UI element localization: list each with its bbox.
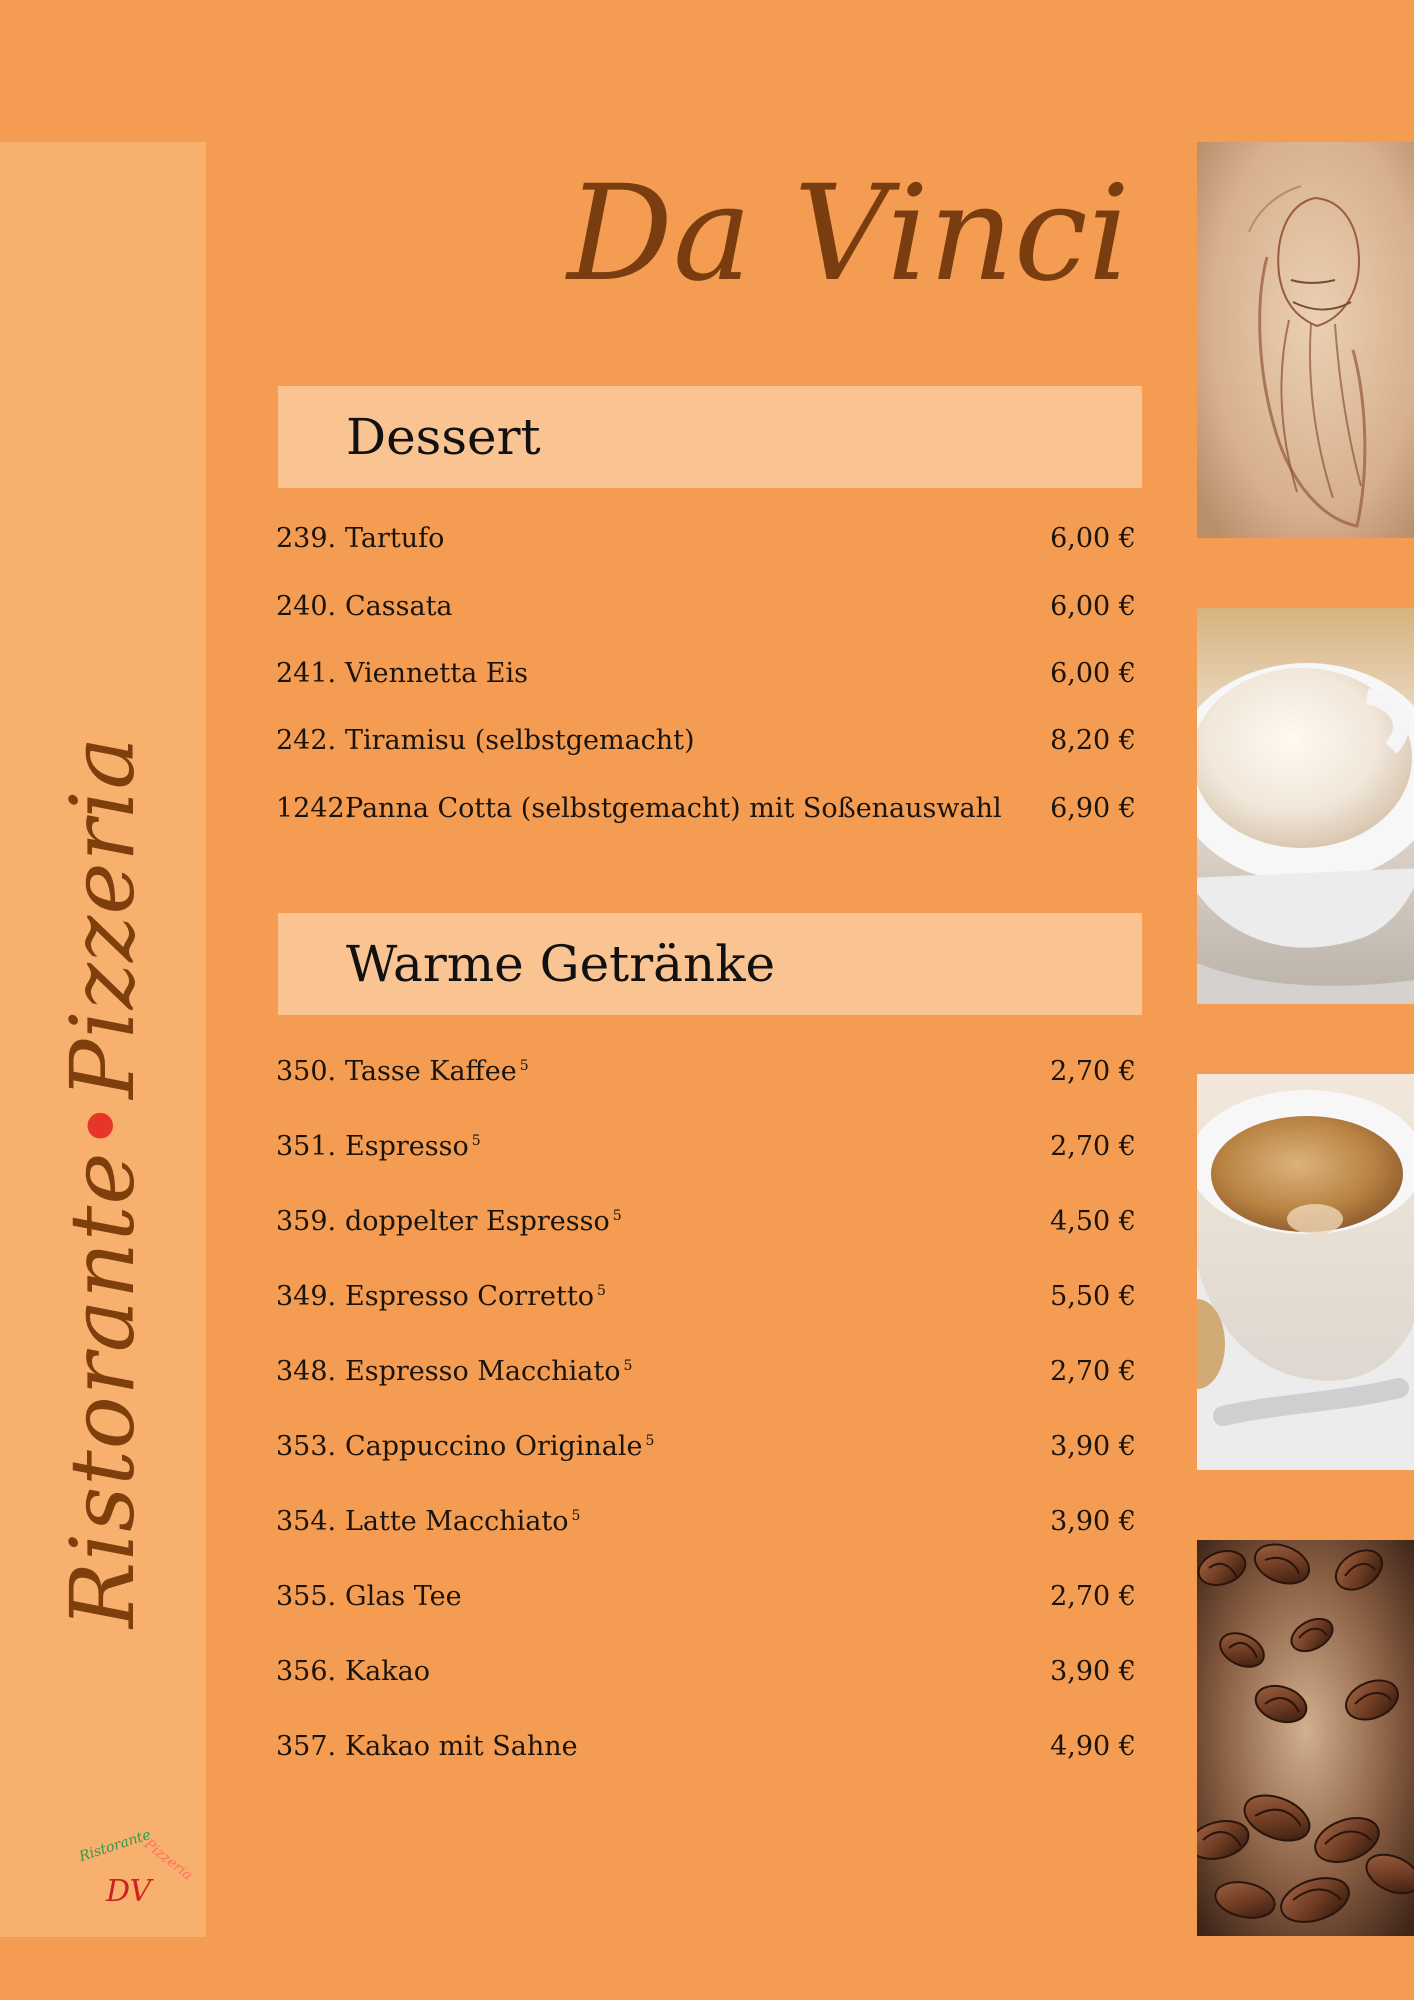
footnote-marker: 5 xyxy=(612,1208,622,1224)
menu-item-name xyxy=(345,1577,465,1617)
menu-item xyxy=(276,519,1136,559)
menu-item-name-text: Espresso Macchiato xyxy=(345,1356,621,1387)
menu-item-name xyxy=(345,1652,433,1692)
menu-item-number: 348. xyxy=(276,1356,337,1387)
menu-item xyxy=(276,1577,1136,1617)
cappuccino-cup-icon xyxy=(1197,608,1414,1004)
vertical-brand-title xyxy=(51,735,154,1629)
menu-item xyxy=(276,1052,1136,1092)
menu-item xyxy=(276,654,1136,694)
coffee-beans-image xyxy=(1197,1540,1414,1936)
footnote-marker: 5 xyxy=(645,1433,655,1449)
menu-item-price: 3,90 € xyxy=(1050,1431,1136,1462)
footnote-marker: 5 xyxy=(623,1358,633,1374)
menu-item-number: 350. xyxy=(276,1056,337,1087)
menu-item-name xyxy=(345,1352,632,1392)
menu-item xyxy=(276,1127,1136,1167)
menu-item-price: 6,00 € xyxy=(1050,591,1136,622)
menu-item xyxy=(276,587,1136,627)
espresso-image xyxy=(1197,1074,1414,1470)
section-title-dessert: Dessert xyxy=(346,408,541,466)
menu-item-name xyxy=(345,1727,581,1767)
menu-item-number: 239. xyxy=(276,523,337,554)
menu-item-price: 6,00 € xyxy=(1050,523,1136,554)
brand-sidebar xyxy=(0,142,206,1937)
menu-item-price: 2,70 € xyxy=(1050,1131,1136,1162)
footnote-marker: 5 xyxy=(471,1133,481,1149)
menu-item-name: Tiramisu (selbstgemacht) xyxy=(345,725,695,756)
brand-logo xyxy=(77,1826,198,1918)
menu-item-number: 240. xyxy=(276,591,337,622)
menu-item-name-text: Espresso Corretto xyxy=(345,1281,594,1312)
menu-item-number: 353. xyxy=(276,1431,337,1462)
cappuccino-image xyxy=(1197,608,1414,1004)
vertical-title-dot: • xyxy=(51,1098,154,1152)
menu-item-name xyxy=(345,1202,622,1242)
menu-item-name: Panna Cotta (selbstgemacht) mit Soßenauswahl xyxy=(345,793,1002,824)
menu-item-name xyxy=(345,1052,529,1092)
menu-item-name-text: Kakao xyxy=(345,1656,430,1687)
menu-item xyxy=(276,721,1136,761)
menu-item-name xyxy=(345,1127,481,1167)
menu-item-price: 4,90 € xyxy=(1050,1731,1136,1762)
menu-item xyxy=(276,1352,1136,1392)
menu-item-name-text: Espresso xyxy=(345,1131,469,1162)
logo-dv-mark: DV xyxy=(106,1874,152,1909)
menu-item-name xyxy=(345,1427,654,1467)
menu-item-name-text: Kakao mit Sahne xyxy=(345,1731,578,1762)
footnote-marker: 5 xyxy=(519,1058,529,1074)
section-header-dessert xyxy=(278,386,1142,488)
menu-item-name: Cassata xyxy=(345,591,453,622)
footnote-marker: 5 xyxy=(571,1508,581,1524)
footnote-marker: 5 xyxy=(596,1283,606,1299)
menu-item-number: 351. xyxy=(276,1131,337,1162)
menu-item-number: 354. xyxy=(276,1506,337,1537)
menu-item-name xyxy=(345,1502,580,1542)
section-header-warme-getraenke xyxy=(278,913,1142,1015)
menu-item-number: 241. xyxy=(276,658,337,689)
menu-item-number: 242. xyxy=(276,725,337,756)
menu-item xyxy=(276,1652,1136,1692)
leonardo-portrait-image xyxy=(1197,142,1414,538)
menu-item-name-text: doppelter Espresso xyxy=(345,1206,610,1237)
leonardo-portrait-icon xyxy=(1197,142,1414,538)
page-title: Da Vinci xyxy=(567,157,1130,311)
menu-item-name-text: Latte Macchiato xyxy=(345,1506,569,1537)
menu-item-name-text: Glas Tee xyxy=(345,1581,462,1612)
menu-item-price: 8,20 € xyxy=(1050,725,1136,756)
menu-item-name: Tartufo xyxy=(345,523,445,554)
menu-item-name: Viennetta Eis xyxy=(345,658,528,689)
menu-item-price: 4,50 € xyxy=(1050,1206,1136,1237)
menu-item-number: 355. xyxy=(276,1581,337,1612)
vertical-title-ristorante: Ristorante xyxy=(51,1151,154,1629)
menu-item-number: 349. xyxy=(276,1281,337,1312)
menu-item-number: 356. xyxy=(276,1656,337,1687)
menu-item-price: 2,70 € xyxy=(1050,1581,1136,1612)
menu-item-price: 5,50 € xyxy=(1050,1281,1136,1312)
vertical-title-pizzeria: Pizzeria xyxy=(51,735,154,1099)
espresso-cup-icon xyxy=(1197,1074,1414,1470)
menu-item-price: 2,70 € xyxy=(1050,1356,1136,1387)
menu-item xyxy=(276,1427,1136,1467)
menu-item-number: 359. xyxy=(276,1206,337,1237)
menu-item-number: 357. xyxy=(276,1731,337,1762)
section-title-warme-getraenke: Warme Getränke xyxy=(346,935,776,993)
menu-item-price: 6,00 € xyxy=(1050,658,1136,689)
menu-item-name-text: Tasse Kaffee xyxy=(345,1056,517,1087)
menu-item-price: 2,70 € xyxy=(1050,1056,1136,1087)
coffee-beans-icon xyxy=(1197,1540,1414,1936)
menu-item-price: 3,90 € xyxy=(1050,1506,1136,1537)
logo-pizzeria-text: Pizzeria xyxy=(141,1836,196,1884)
menu-item xyxy=(276,1502,1136,1542)
menu-item xyxy=(276,1202,1136,1242)
menu-item-number: 1242. xyxy=(276,793,354,824)
logo-ristorante-text: Ristorante xyxy=(77,1826,153,1866)
menu-item xyxy=(276,789,1136,829)
menu-item xyxy=(276,1277,1136,1317)
menu-item-name xyxy=(345,1277,606,1317)
menu-item-price: 3,90 € xyxy=(1050,1656,1136,1687)
menu-item-price: 6,90 € xyxy=(1050,793,1136,824)
menu-item-name-text: Cappuccino Originale xyxy=(345,1431,643,1462)
menu-item xyxy=(276,1727,1136,1767)
